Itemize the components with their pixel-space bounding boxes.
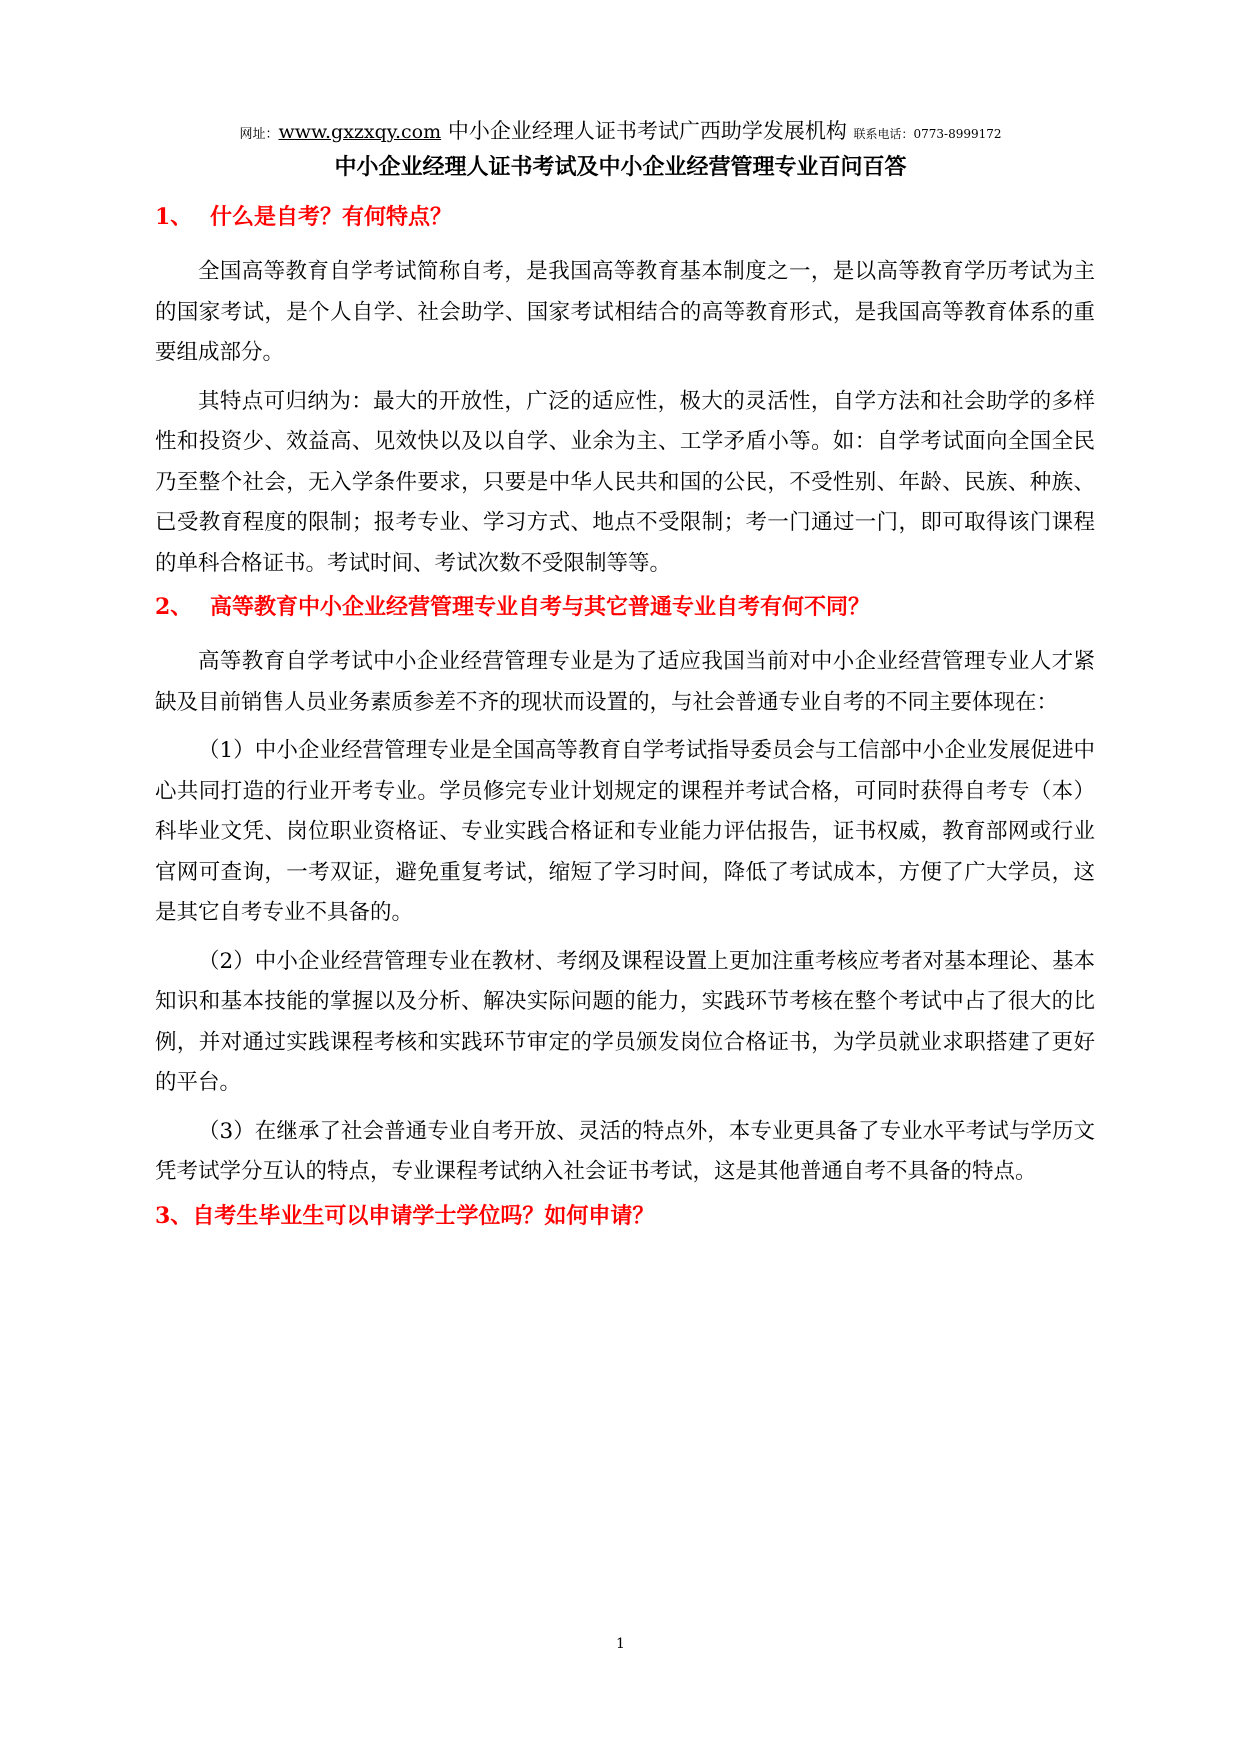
paragraph: 高等教育自学考试中小企业经营管理专业是为了适应我国当前对中小企业经营管理专业人才紧缺及目前销售人员业务素质参差不齐的现状而设置的，与社会普通专业自考的不同主要体现在： — [155, 649, 1095, 715]
section-heading-2 — [155, 584, 1095, 630]
organization-name: 中小企业经理人证书考试广西助学发展机构 — [441, 119, 854, 143]
section-heading-1 — [155, 194, 1095, 240]
section-number: 2、 — [155, 594, 193, 620]
section-heading-text: 高等教育中小企业经营管理专业自考与其它普通专业自考有何不同？ — [210, 594, 871, 620]
phone-number: 联系电话：0773-8999172 — [853, 127, 1002, 141]
section-heading-text: 自考生毕业生可以申请学士学位吗？如何申请？ — [192, 1202, 655, 1229]
page-header — [0, 117, 1241, 149]
section-number: 3、 — [155, 1202, 193, 1229]
url-label: 网址： — [239, 127, 279, 142]
paragraph: （2）中小企业经营管理专业在教材、考纲及课程设置上更加注重考核应考者对基本理论、基本知识和基本技能的掌握以及分析、解决实际问题的能力，实践环节考核在整个考试中占了很大的比例，并对通过实践课程考核和实践环节审定的学员颁发岗位合格证书，为学员就业求职搭建了更好的平台。 — [155, 948, 1095, 1095]
paragraph: （3）在继承了社会普通专业自考开放、灵活的特点外，本专业更具备了专业水平考试与学历文凭考试学分互认的特点，专业课程考试纳入社会证书考试，这是其他普通自考不具备的特点。 — [155, 1118, 1095, 1184]
document-title: 中小企业经理人证书考试及中小企业经营管理专业百问百答 — [334, 154, 907, 180]
section-number: 1、 — [155, 204, 193, 230]
paragraph: 全国高等教育自学考试简称自考，是我国高等教育基本制度之一，是以高等教育学历考试为主的国家考试，是个人自学、社会助学、国家考试相结合的高等教育形式，是我国高等教育体系的重要组成部分。 — [155, 259, 1095, 365]
section-heading-text: 什么是自考？有何特点？ — [210, 204, 453, 230]
website-link[interactable]: www.gxzxqy.com — [278, 121, 442, 143]
document-body — [155, 194, 1095, 1239]
paragraph: （1）中小企业经营管理专业是全国高等教育自学考试指导委员会与工信部中小企业发展促进中心共同打造的行业开考专业。学员修完专业计划规定的课程并考试合格，可同时获得自考专（本）科毕业文凭、岗位职业资格证、专业实践合格证和专业能力评估报告，证书权威，教育部网或行业官网可查询，一考双证，避免重复考试，缩短了学习时间，降低了考试成本，方便了广大学员，这是其它自考专业不具备的。 — [155, 738, 1095, 925]
paragraph: 其特点可归纳为：最大的开放性，广泛的适应性，极大的灵活性，自学方法和社会助学的多样性和投资少、效益高、见效快以及以自学、业余为主、工学矛盾小等。如：自学考试面向全国全民乃至整个社会，无入学条件要求，只要是中华人民共和国的公民，不受性别、年龄、民族、种族、已受教育程度的限制；报考专业、学习方式、地点不受限制；考一门通过一门，即可取得该门课程的单科合格证书。考试时间、考试次数不受限制等等。 — [155, 388, 1095, 576]
section-heading-3 — [155, 1193, 1095, 1239]
page-number: 1 — [616, 1636, 625, 1652]
